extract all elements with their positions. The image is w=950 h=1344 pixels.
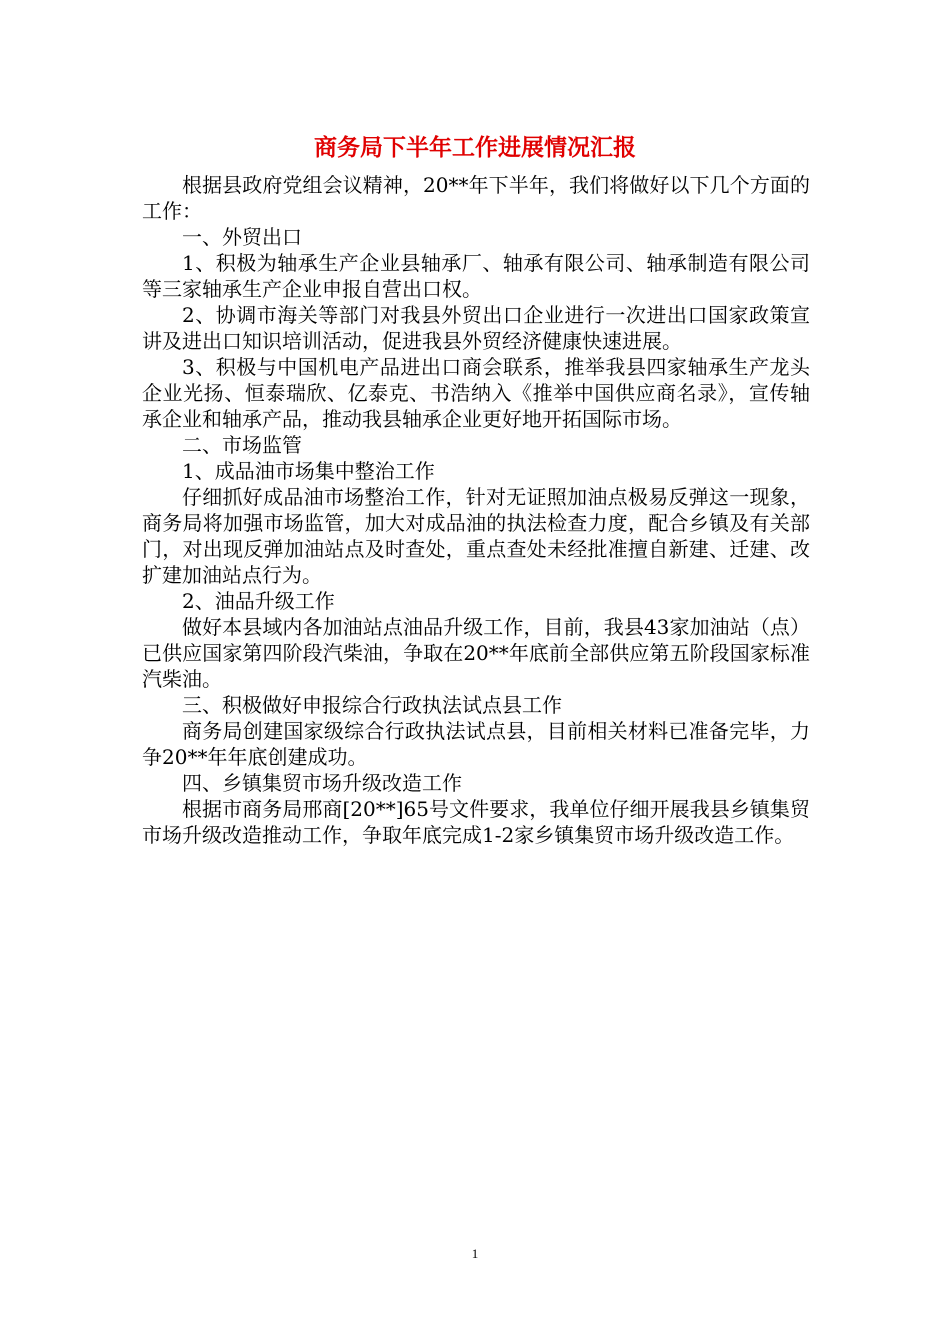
paragraph-oil-upgrade: 做好本县域内各加油站点油品升级工作，目前，我县43家加油站（点）已供应国家第四阶段汽柴油，争取在20**年底前全部供应第五阶段国家标准汽柴油。 [142,615,810,691]
paragraph-market-upgrade: 根据市商务局邢商[20**]65号文件要求，我单位仔细开展我县乡镇集贸市场升级改造推动工作，争取年底完成1-2家乡镇集贸市场升级改造工作。 [142,797,810,847]
document-body [142,172,810,848]
heading-market-supervision: 二、市场监管 [182,433,302,457]
paragraph-law-enforcement: 商务局创建国家级综合行政执法试点县，目前相关材料已准备完毕，力争20**年年底创建成功。 [142,719,810,769]
paragraph-oil-market: 仔细抓好成品油市场整治工作，针对无证照加油点极易反弹这一现象，商务局将加强市场监管，加大对成品油的执法检查力度，配合乡镇及有关部门，对出现反弹加油站点及时查处，重点查处未经批准擅自新建、迁建、改扩建加油站点行为。 [142,485,810,587]
paragraph-trade-1: 1、积极为轴承生产企业县轴承厂、轴承有限公司、轴承制造有限公司等三家轴承生产企业申报自营出口权。 [142,251,810,301]
heading-market-upgrade: 四、乡镇集贸市场升级改造工作 [182,771,462,795]
document-title: 商务局下半年工作进展情况汇报 [314,135,636,161]
heading-law-enforcement: 三、积极做好申报综合行政执法试点县工作 [182,693,562,717]
paragraph-trade-2: 2、协调市海关等部门对我县外贸出口企业进行一次进出口国家政策宣讲及进出口知识培训活动，促进我县外贸经济健康快速进展。 [142,303,810,353]
subheading-oil-upgrade: 2、油品升级工作 [182,589,335,613]
heading-foreign-trade: 一、外贸出口 [182,225,302,249]
subheading-oil-market: 1、成品油市场集中整治工作 [182,459,435,483]
page-number: 1 [471,1246,479,1261]
paragraph-trade-3: 3、积极与中国机电产品进出口商会联系，推举我县四家轴承生产龙头企业光扬、恒泰瑞欣、亿泰克、书浩纳入《推举中国供应商名录》，宣传轴承企业和轴承产品，推动我县轴承企业更好地开拓国际市场。 [142,355,810,431]
paragraph-intro: 根据县政府党组会议精神，20**年下半年，我们将做好以下几个方面的工作： [142,173,810,223]
